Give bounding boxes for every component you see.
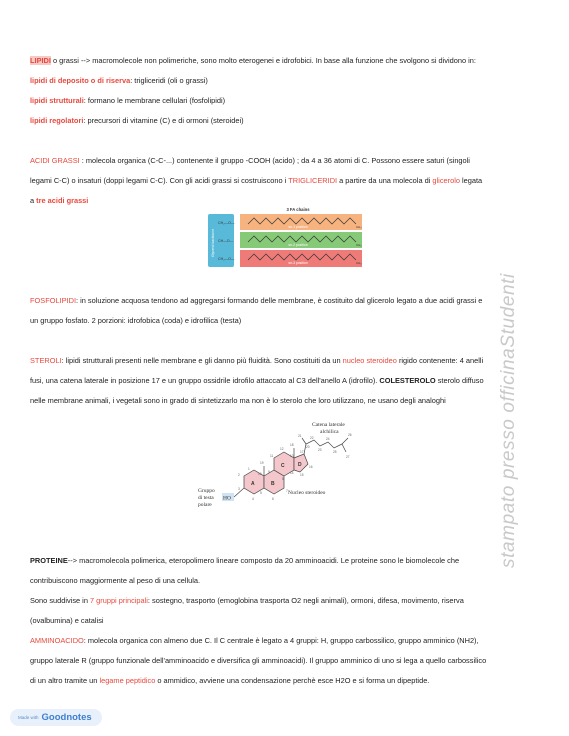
polare-label: polare <box>198 502 212 508</box>
badge-small-text: Made with <box>18 715 39 720</box>
acidi-line3: a tre acidi grassi <box>30 196 89 205</box>
c21-label: 21 <box>298 434 302 438</box>
acidi-line2: legami C-C) o insaturi (doppi legami C-C). Con gli acidi grassi si costruiscono i TRIGLICERIDI a partire da una molecola di glicerolo legata <box>30 176 483 185</box>
c9-label: 9 <box>268 470 270 474</box>
glycerol-backbone-label: Glycerol backbone <box>211 228 215 257</box>
c11-label: 11 <box>270 454 274 458</box>
proteine-line3: Sono suddivise in 7 gruppi principali: sostegno, trasporto (emoglobina trasporta O2 negli animali), ormoni, difesa, movimento, riserva <box>30 596 464 605</box>
ho-label: HO <box>223 495 231 502</box>
c6-label: 6 <box>272 497 274 501</box>
row3-end: CH₃ <box>356 261 362 265</box>
c27-label: 27 <box>346 455 350 459</box>
c22-label: 22 <box>310 436 314 440</box>
side-chain-branch-2 <box>342 444 346 452</box>
c14-label: 14 <box>290 471 294 475</box>
side-chain-branch-1 <box>342 438 348 444</box>
row1-end: CH₃ <box>356 225 362 229</box>
lipidi-deposito: lipidi di deposito o di riserva: trigliceridi (oli o grassi) <box>30 76 208 85</box>
proteine-line1: PROTEINE--> macromolecola polimerica, eteropolimero lineare composto da 20 amminoacidi. Le proteine sono le biomolecole che <box>30 556 460 565</box>
methyl-21 <box>302 438 306 444</box>
c19-label: 19 <box>260 461 264 465</box>
c18-label: 18 <box>290 443 294 447</box>
c16-label: 16 <box>309 465 313 469</box>
lipidi-strutturali: lipidi strutturali: formano le membrane cellulari (fosfolipidi) <box>30 96 226 105</box>
lipidi-intro: LIPIDI o grassi --> macromolecole non polimeriche, sono molto eterogenei e idrofobici. In base alla funzione che svolgono si dividono in: <box>30 56 476 65</box>
badge-logo-text: Goodnotes <box>41 712 92 723</box>
ring-b-label: B <box>271 481 275 487</box>
c26-label: 26 <box>348 433 352 437</box>
c7-label: 7 <box>286 489 288 493</box>
c15-label: 15 <box>300 473 304 477</box>
triglyceride-diagram <box>206 205 364 269</box>
amminoacido-line1: AMMINOACIDO: molecola organica con almeno due C. Il C centrale è legato a 4 gruppi: H, gruppo carbossilico, gruppo amminico (NH2), <box>30 636 479 645</box>
steroli-line3: nelle membrane animali, i vegetali sono in grado di sintetizzarlo ma non è lo sterolo che loro utilizzano, ne usano degli analoghi <box>30 396 446 405</box>
sn1-label: sn-1 position <box>288 225 308 229</box>
gruppo-label: Gruppo <box>198 488 215 494</box>
fosfolipidi-line2: un gruppo fosfato. 2 porzioni: idrofobica (coda) e idrofilica (testa) <box>30 316 242 325</box>
ring-d-label: D <box>298 462 302 468</box>
c10-label: 10 <box>258 472 262 476</box>
c23-label: 23 <box>318 448 322 452</box>
ring-c-label: C <box>281 463 285 469</box>
goodnotes-badge[interactable] <box>10 709 102 726</box>
c25-label: 25 <box>333 450 337 454</box>
proteine-title: PROTEINE <box>30 556 68 565</box>
c5-label: 5 <box>260 491 262 495</box>
c17-label: 17 <box>300 450 304 454</box>
row2-end: CH₃ <box>356 243 362 247</box>
ring-a-label: A <box>251 481 255 487</box>
c13-label: 13 <box>290 454 294 458</box>
proteine-line4: (ovalbumina) e catalisi <box>30 616 104 625</box>
row2-left: CH—O— <box>218 239 234 243</box>
sterol-structure-diagram <box>196 418 366 518</box>
amminoacido-line3: di un altro tramite un legame peptidico o ammidico, avviene una condensazione perchè esce H2O e si forma un dipeptide. <box>30 676 430 685</box>
row1-left: CH₂—O— <box>218 221 235 225</box>
sn3-label: sn-3 position <box>288 261 308 265</box>
c12-label: 12 <box>280 447 284 451</box>
c3-label: 3 <box>238 487 240 491</box>
c1-label: 1 <box>248 467 250 471</box>
fosfolipidi-line1: FOSFOLIPIDI: in soluzione acquosa tendono ad aggregarsi formando delle membrane, è costituito dal glicerolo legato a due acidi grassi e <box>30 296 483 305</box>
steroli-line2: fusi, una catena laterale in posizione 17 e un gruppo ossidrile idrofilo attaccato al C3 dell'anello A (idrofilo). COLESTEROLO sterolo diffuso <box>30 376 484 385</box>
amminoacido-line2: gruppo laterale R (gruppo funzionale dell'amminoacido e diversifica gli amminoacidi). Il gruppo amminico di uno si lega a quello carbossilico <box>30 656 487 665</box>
c4-label: 4 <box>252 497 254 501</box>
c2-label: 2 <box>238 473 240 477</box>
c24-label: 24 <box>326 437 330 441</box>
row3-left: CH₂—O— <box>218 257 235 261</box>
catena-label: Catena laterale <box>312 422 345 428</box>
lipidi-regolatori: lipidi regolatori: precursori di vitamine (C) e di ormoni (steroidei) <box>30 116 244 125</box>
watermark-text: stampato presso officinaStudenti <box>498 273 519 568</box>
c8-label: 8 <box>282 477 284 481</box>
di-testa-label: di testa <box>198 495 214 501</box>
steroli-line1: STEROLI: lipidi strutturali presenti nelle membrane e gli danno più fluidità. Sono costituiti da un nucleo steroideo rigido contenente: 4 anelli <box>30 356 484 365</box>
nucleo-steroideo-label: Nucleo steroideo <box>288 490 326 496</box>
c20-label: 20 <box>306 445 310 449</box>
sn2-label: sn-2 position <box>288 243 308 247</box>
fa-chains-header: 3 FA chains <box>286 207 310 212</box>
lipidi-title: LIPIDI <box>30 56 51 65</box>
proteine-line2: contribuiscono maggiormente al peso di una cellula. <box>30 576 201 585</box>
alchilica-label: alchilica <box>320 429 339 435</box>
acidi-line1: ACIDI GRASSI : molecola organica (C-C-...) contenente il gruppo -COOH (acido) ; da 4 a 36 atomi di C. Possono essere saturi (singoli <box>30 156 470 165</box>
